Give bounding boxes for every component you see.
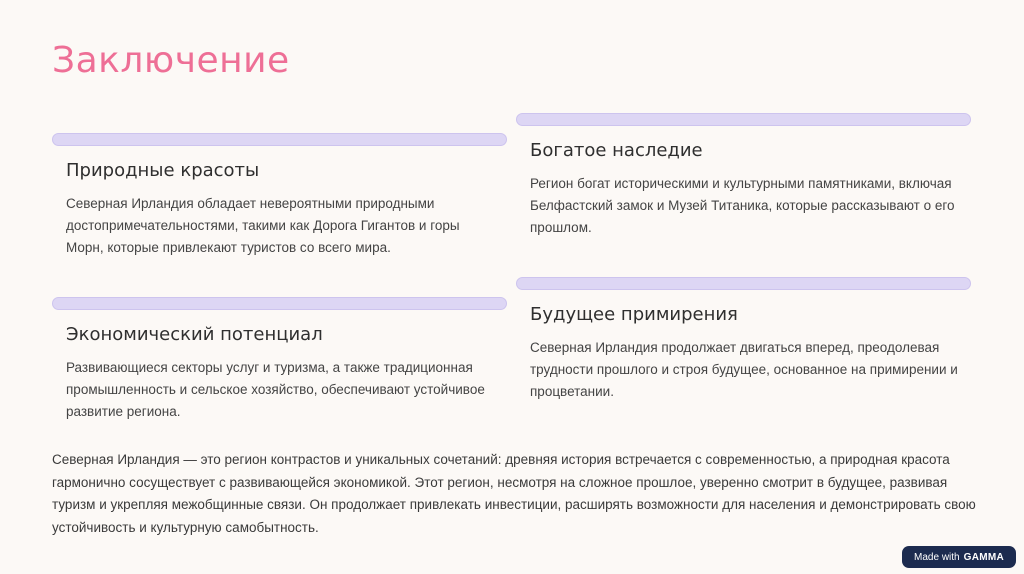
card-natural-beauty bbox=[52, 133, 507, 259]
card-title: Богатое наследие bbox=[530, 140, 703, 161]
card-title: Природные красоты bbox=[66, 160, 260, 181]
card-future-reconciliation bbox=[516, 277, 971, 403]
card-text: Развивающиеся секторы услуг и туризма, а также традиционная промышленность и сельское хозяйство, обеспечивают устойчивое развитие региона. bbox=[66, 360, 485, 419]
card-economic-potential bbox=[52, 297, 507, 423]
summary-paragraph: Северная Ирландия — это регион контрастов и уникальных сочетаний: древняя история встречается с современностью, а природная красота гармонично сосуществует с развивающейся экономикой. Этот регион, несмотря на сложное прошлое, уверенно смотрит в будущее, развивая туризм и укрепляя межобщинные связи. Он продолжает привлекать инвестиции, расширять возможности для населения и демонстрировать свою устойчивость и культурную самобытность. bbox=[52, 452, 976, 535]
card-accent-bar bbox=[52, 297, 507, 310]
card-text: Регион богат историческими и культурными памятниками, включая Белфастский замок и Музей Титаника, которые рассказывают о его прошлом. bbox=[530, 176, 955, 235]
card-accent-bar bbox=[52, 133, 507, 146]
card-accent-bar bbox=[516, 113, 971, 126]
card-accent-bar bbox=[516, 277, 971, 290]
slide-title: Заключение bbox=[52, 40, 290, 81]
card-title: Будущее примирения bbox=[530, 304, 738, 325]
card-rich-heritage bbox=[516, 113, 971, 239]
card-text: Северная Ирландия обладает невероятными природными достопримечательностями, такими как Дорога Гигантов и горы Морн, которые привлекают туристов со всего мира. bbox=[66, 196, 460, 255]
made-with-gamma-badge[interactable] bbox=[902, 546, 1016, 568]
badge-prefix: Made with bbox=[914, 551, 960, 563]
gamma-logo: GAMMA bbox=[963, 551, 1004, 563]
card-title: Экономический потенциал bbox=[66, 324, 323, 345]
card-text: Северная Ирландия продолжает двигаться вперед, преодолевая трудности прошлого и строя будущее, основанное на примирении и процветании. bbox=[530, 340, 958, 399]
